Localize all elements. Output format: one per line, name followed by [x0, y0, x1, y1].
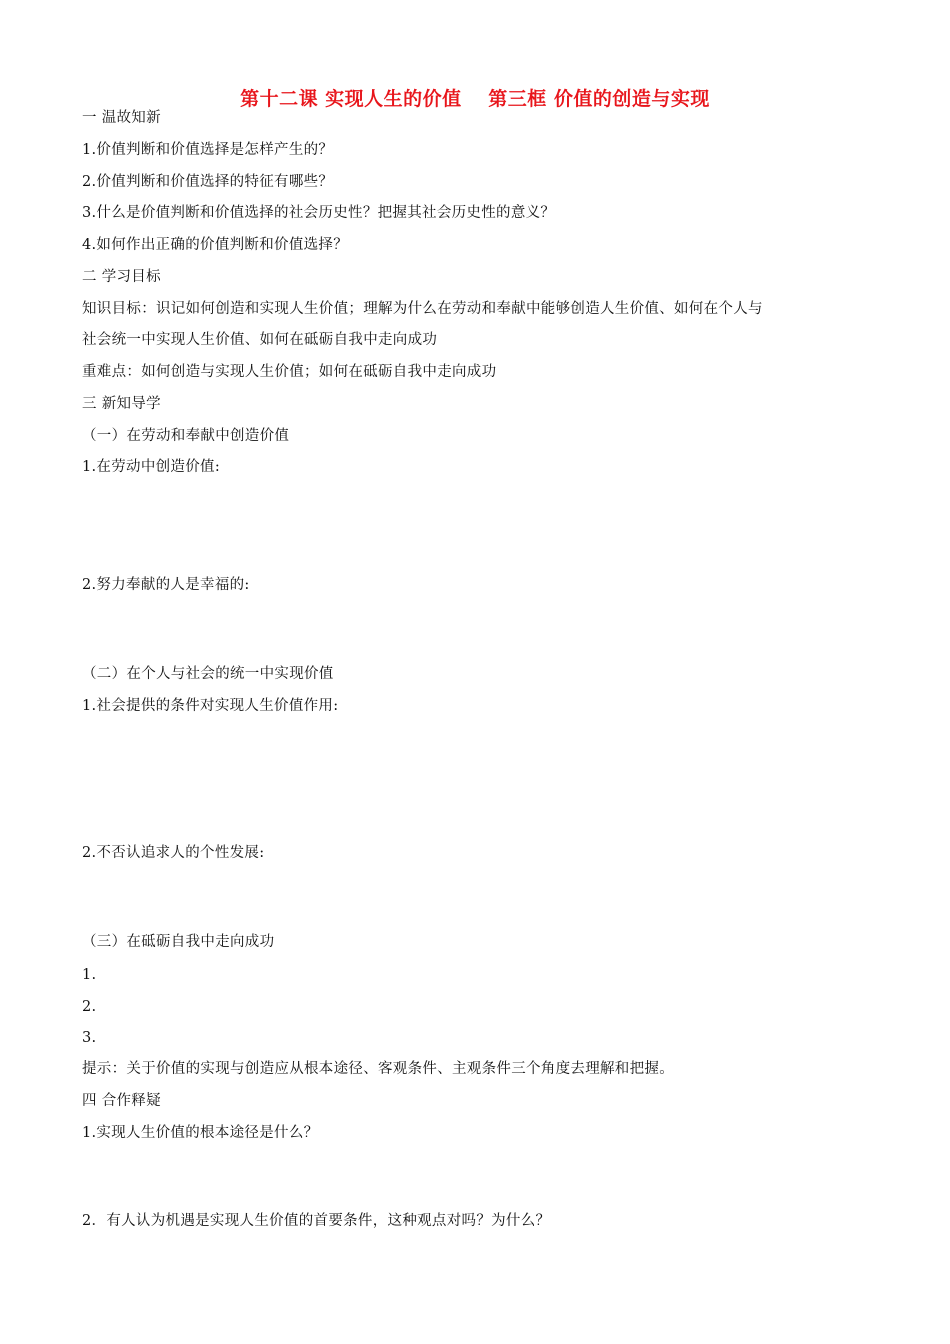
cooperation-question-1: 1.实现人生价值的根本途径是什么？: [82, 1125, 319, 1141]
cooperation-question-2: 2．有人认为机遇是实现人生价值的首要条件，这种观点对吗？为什么？: [82, 1213, 551, 1229]
subsection-heading-3: （三）在砥砺自我中走向成功: [82, 934, 275, 950]
item-dedication-happiness: 2.努力奉献的人是幸福的:: [82, 577, 250, 593]
subsection-heading-2: （二）在个人与社会的统一中实现价值: [82, 666, 334, 682]
blank-item-2: 2.: [82, 999, 97, 1015]
key-difficulty-points: 重难点：如何创造与实现人生价值；如何在砥砺自我中走向成功: [82, 364, 497, 380]
subsection-heading-1: （一）在劳动和奉献中创造价值: [82, 428, 290, 444]
item-individual-development: 2.不否认追求人的个性发展:: [82, 845, 265, 861]
blank-item-1: 1.: [82, 967, 97, 983]
review-question-4: 4.如何作出正确的价值判断和价值选择？: [82, 237, 349, 253]
section-heading-review: 一 温故知新: [82, 110, 161, 126]
blank-item-3: 3.: [82, 1030, 97, 1046]
item-create-value-in-labor: 1.在劳动中创造价值:: [82, 459, 221, 475]
section-heading-cooperation: 四 合作释疑: [82, 1093, 161, 1109]
item-social-conditions: 1.社会提供的条件对实现人生价值作用:: [82, 698, 339, 714]
review-question-2: 2.价值判断和价值选择的特征有哪些？: [82, 174, 334, 190]
hint-text: 提示：关于价值的实现与创造应从根本途径、客观条件、主观条件三个角度去理解和把握。: [82, 1061, 674, 1077]
review-question-3: 3.什么是价值判断和价值选择的社会历史性？把握其社会历史性的意义？: [82, 205, 556, 221]
review-question-1: 1.价值判断和价值选择是怎样产生的？: [82, 142, 334, 158]
section-heading-objectives: 二 学习目标: [82, 269, 161, 285]
knowledge-objective-line-2: 社会统一中实现人生价值、如何在砥砺自我中走向成功: [82, 332, 438, 348]
document-title: 第十二课 实现人生的价值 第三框 价值的创造与实现: [240, 88, 710, 110]
section-heading-new-knowledge: 三 新知导学: [82, 396, 161, 412]
knowledge-objective-line-1: 知识目标：识记如何创造和实现人生价值；理解为什么在劳动和奉献中能够创造人生价值、如何在个人与: [82, 301, 763, 317]
